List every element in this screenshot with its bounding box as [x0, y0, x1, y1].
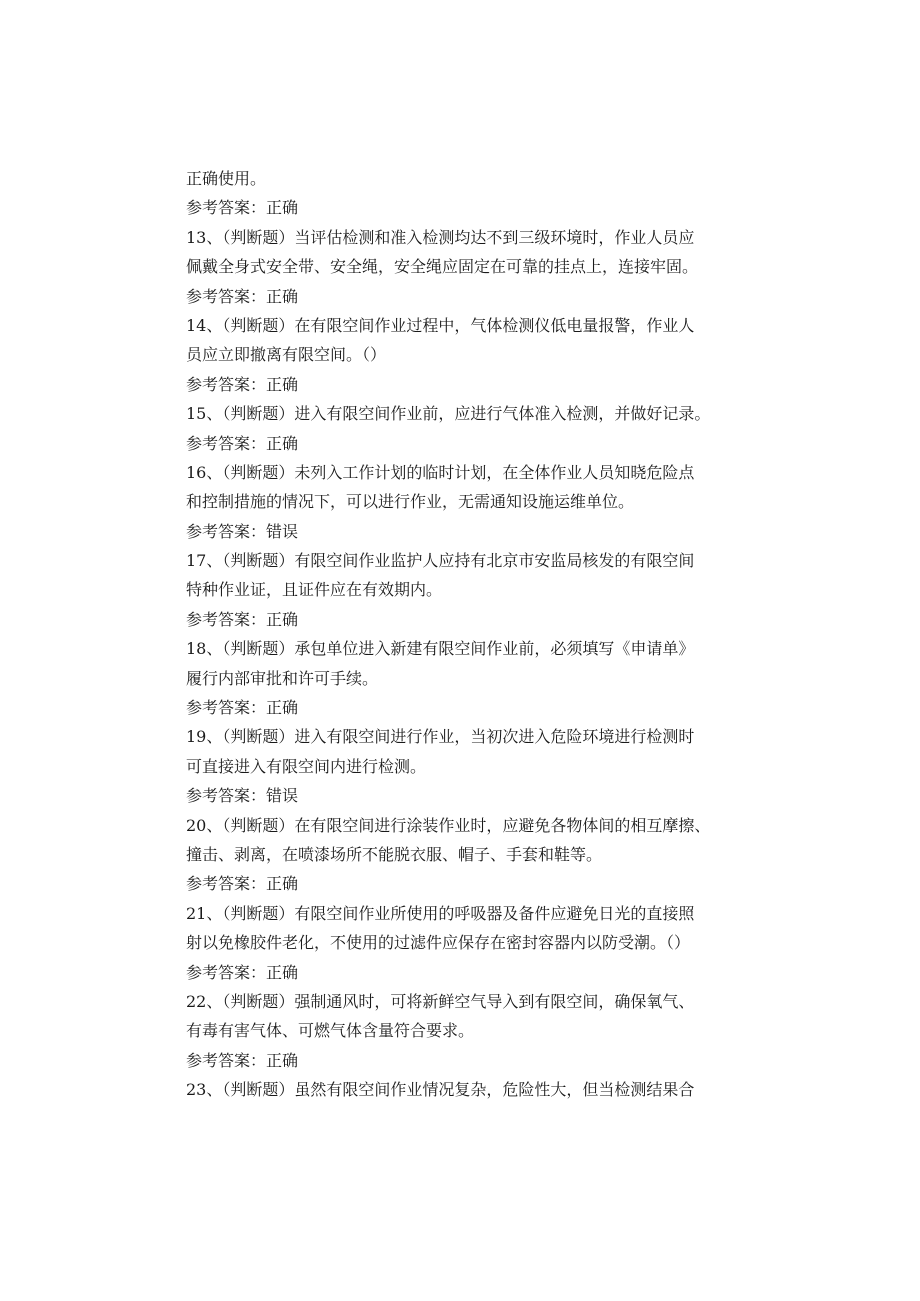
question-19-line: 可直接进入有限空间内进行检测。 — [186, 756, 427, 776]
question-21-line: 射以免橡胶件老化，不使用的过滤件应保存在密封容器内以防受潮。（） — [186, 933, 691, 953]
answer-line: 参考答案：正确 — [186, 962, 299, 982]
answer-line: 参考答案：错误 — [186, 786, 299, 806]
question-16-line: 和控制措施的情况下，可以进行作业，无需通知设施运维单位。 — [186, 492, 635, 512]
answer-line: 参考答案：正确 — [186, 609, 299, 629]
answer-line: 参考答案：正确 — [186, 433, 299, 453]
answer-line: 参考答案：正确 — [186, 286, 299, 306]
answer-line: 参考答案：正确 — [186, 874, 299, 894]
question-13-line: 佩戴全身式安全带、安全绳，安全绳应固定在可靠的挂点上，连接牢固。 — [186, 257, 699, 277]
question-19-line: 19、（判断题）进入有限空间进行作业，当初次进入危险环境进行检测时 — [186, 727, 695, 747]
question-22-line: 22、（判断题）强制通风时，可将新鲜空气导入到有限空间，确保氧气、 — [186, 991, 695, 1011]
question-17-line: 特种作业证，且证件应在有效期内。 — [186, 580, 443, 600]
question-14-line: 14、（判断题）在有限空间作业过程中，气体检测仪低电量报警，作业人 — [186, 315, 695, 335]
text-line: 正确使用。 — [186, 169, 267, 188]
question-list — [186, 164, 746, 1105]
question-18-line: 履行内部审批和许可手续。 — [186, 668, 379, 688]
question-21-line: 21、（判断题）有限空间作业所使用的呼吸器及备件应避免日光的直接照 — [186, 903, 695, 923]
question-14-line: 员应立即撤离有限空间。（） — [186, 345, 387, 365]
question-23-line: 23、（判断题）虽然有限空间作业情况复杂，危险性大，但当检测结果合 — [186, 1080, 695, 1100]
question-15-line: 15、（判断题）进入有限空间作业前，应进行气体准入检测，并做好记录。 — [186, 404, 711, 424]
question-20-line: 撞击、剥离，在喷漆场所不能脱衣服、帽子、手套和鞋等。 — [186, 844, 603, 864]
question-16-line: 16、（判断题）未列入工作计划的临时计划，在全体作业人员知晓危险点 — [186, 462, 695, 482]
answer-line: 参考答案：正确 — [186, 698, 299, 718]
question-22-line: 有毒有害气体、可燃气体含量符合要求。 — [186, 1021, 475, 1041]
question-20-line: 20、（判断题）在有限空间进行涂装作业时，应避免各物体间的相互摩擦、 — [186, 815, 711, 835]
question-17-line: 17、（判断题）有限空间作业监护人应持有北京市安监局核发的有限空间 — [186, 551, 695, 571]
answer-line: 参考答案：正确 — [186, 1050, 299, 1070]
answer-line: 参考答案：错误 — [186, 521, 299, 541]
answer-line: 参考答案：正确 — [186, 198, 299, 218]
answer-line: 参考答案：正确 — [186, 374, 299, 394]
question-13-line: 13、（判断题）当评估检测和准入检测均达不到三级环境时，作业人员应 — [186, 227, 695, 247]
question-18-line: 18、（判断题）承包单位进入新建有限空间作业前，必须填写《申请单》 — [186, 639, 695, 659]
